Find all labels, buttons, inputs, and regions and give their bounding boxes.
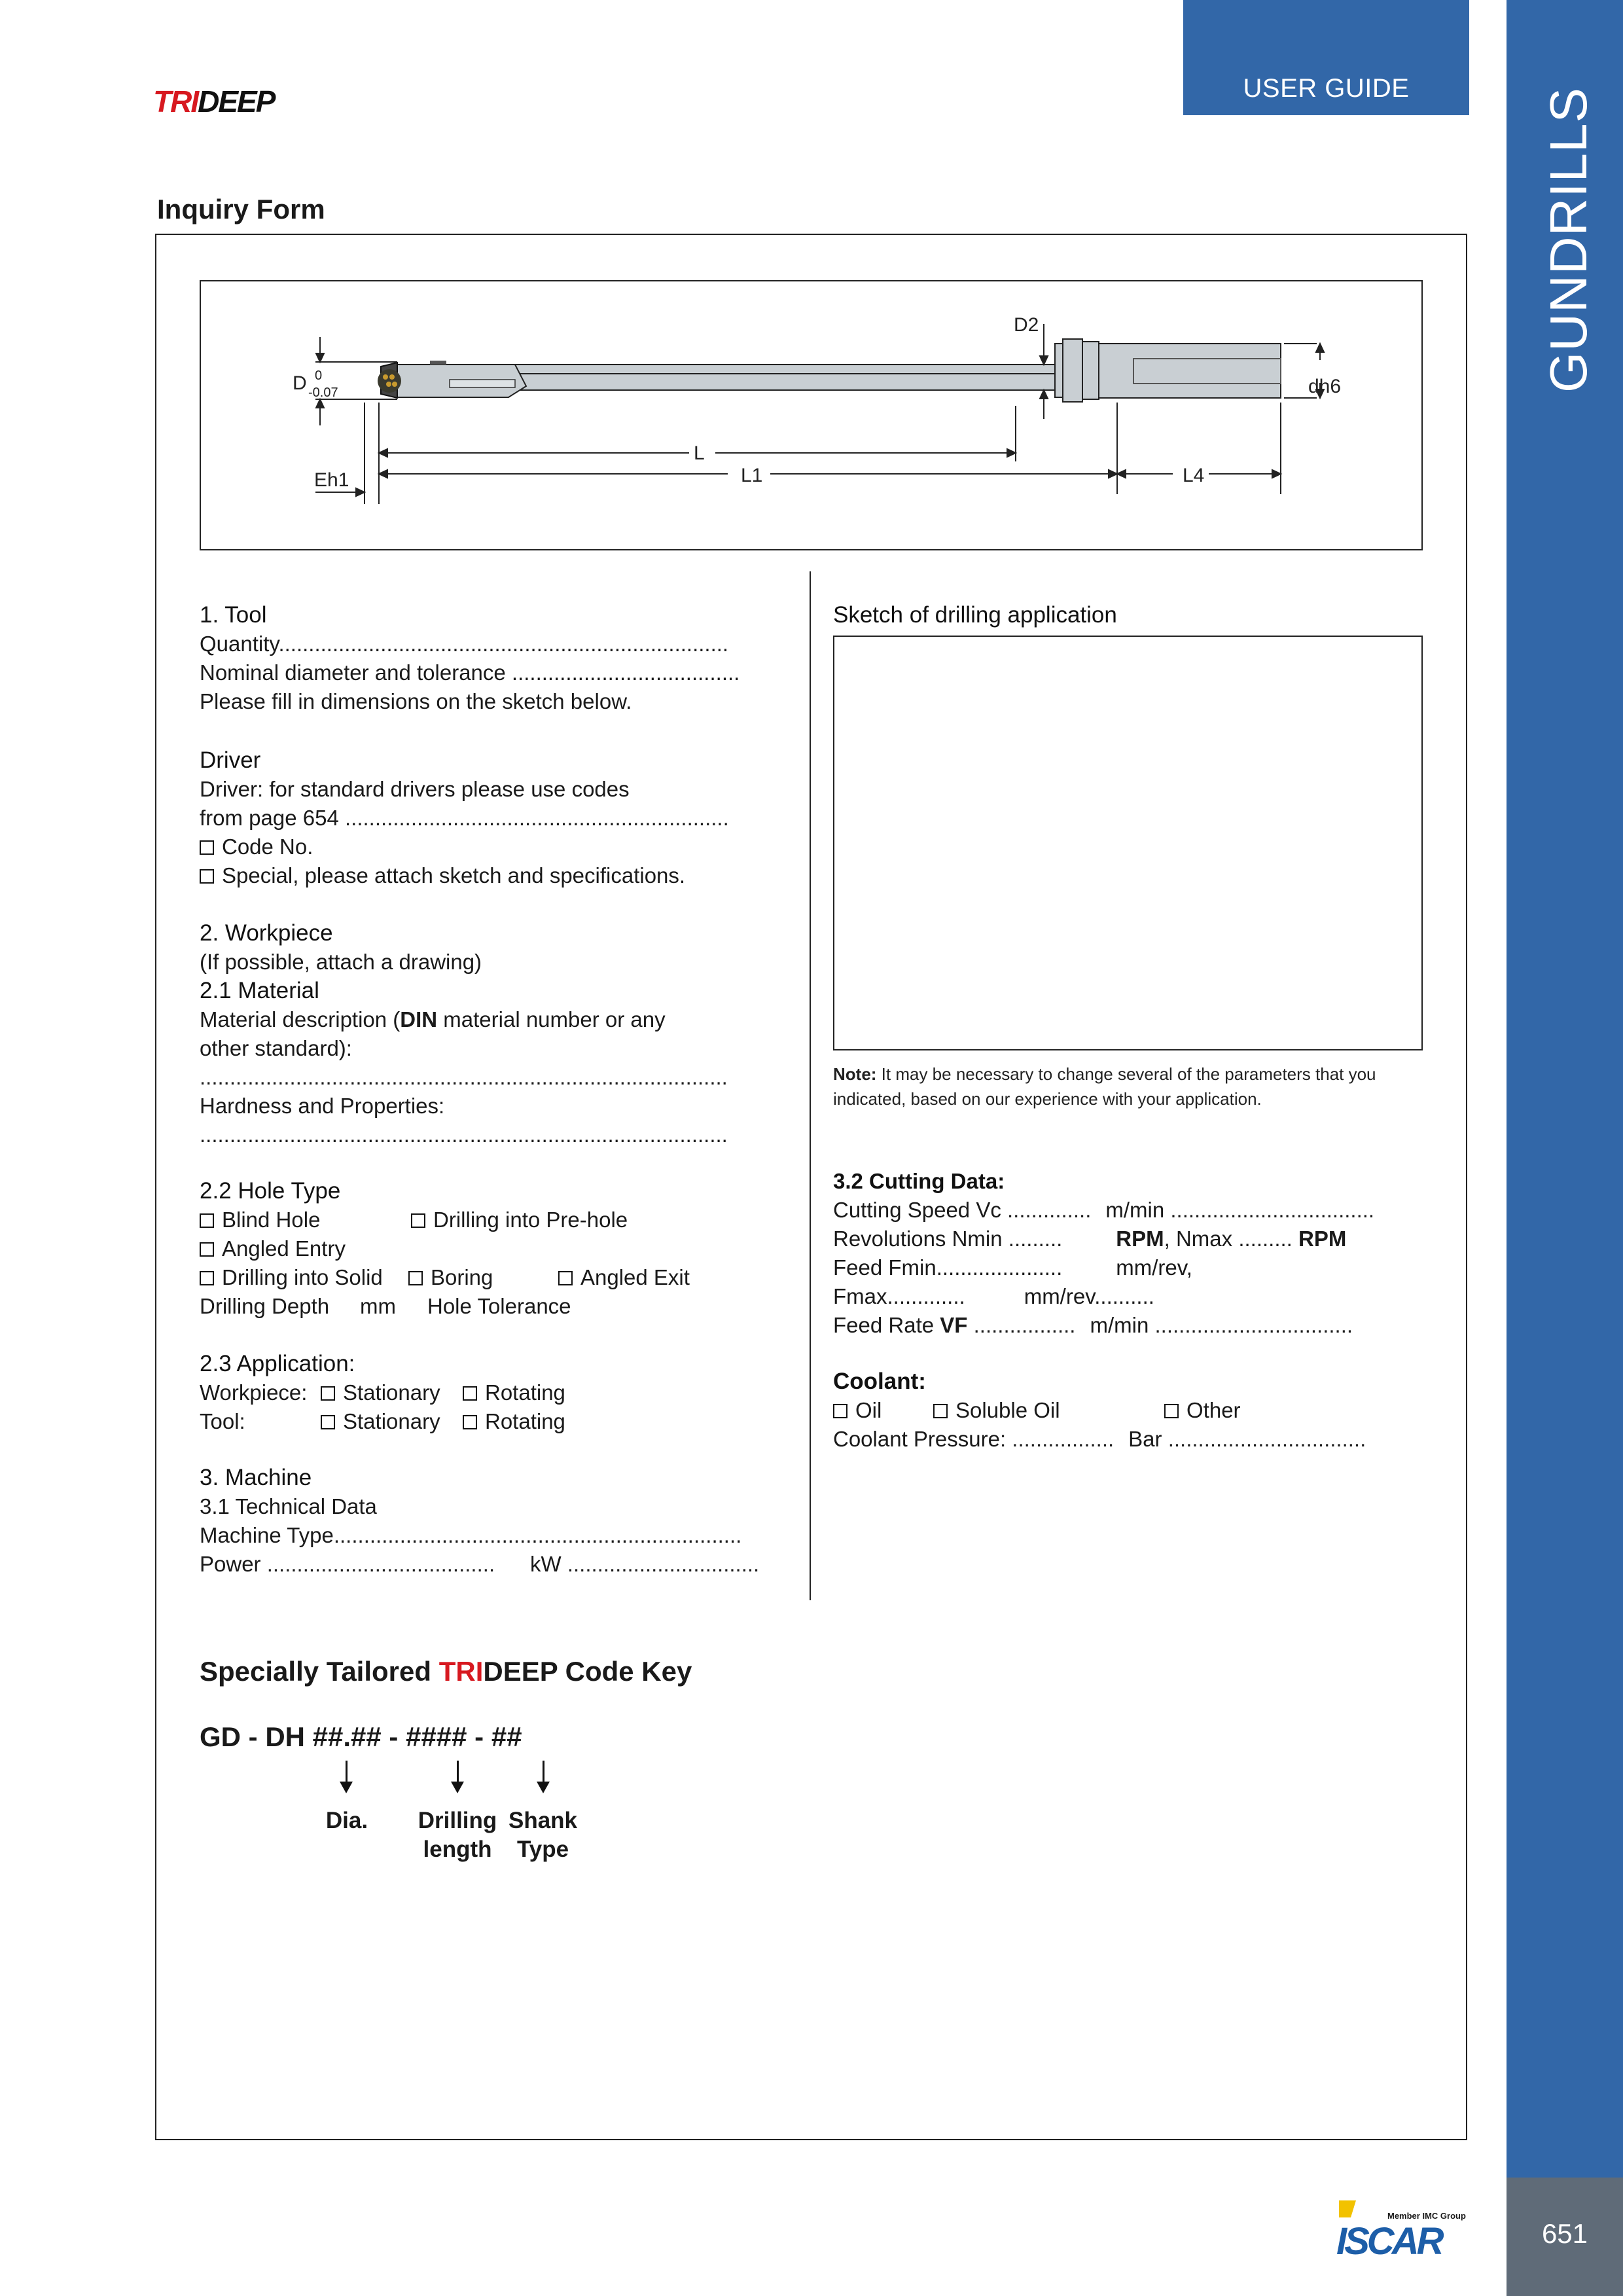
label-d-tol-lower: -0.07 <box>308 386 338 400</box>
flute <box>450 380 515 387</box>
power-unit-field[interactable]: kW ................................ <box>530 1552 760 1576</box>
drilling-depth-label[interactable]: Drilling Depth <box>200 1294 330 1318</box>
feed-fmax-field[interactable]: Fmax............. mm/rev.......... <box>833 1284 1154 1308</box>
hole-type-heading: 2.2 Hole Type <box>200 1178 341 1204</box>
driver-body <box>1099 344 1281 398</box>
sketch-heading: Sketch of drilling application <box>833 602 1117 628</box>
label-dh6: dh6 <box>1308 376 1342 397</box>
app-tool-stationary[interactable]: Stationary <box>321 1407 440 1436</box>
tool-drawing-box <box>200 280 1423 550</box>
note: Note: It may be necessary to change several of the parameters that you indicated, based on our experience with your application. <box>833 1064 1376 1109</box>
hole-tolerance-label[interactable]: Hole Tolerance <box>427 1294 571 1318</box>
checkbox[interactable] <box>463 1386 477 1401</box>
tool-heading: 1. Tool <box>200 602 267 628</box>
form-title: Inquiry Form <box>157 194 325 224</box>
arrow-shank <box>543 1761 544 1784</box>
material-description-line2: other standard): <box>200 1036 352 1060</box>
label-d-tol-upper: 0 <box>315 368 323 383</box>
checkbox[interactable] <box>933 1404 948 1418</box>
driver-flange <box>1063 339 1082 402</box>
checkbox[interactable] <box>200 1271 214 1285</box>
fill-dimensions-note: Please fill in dimensions on the sketch below. <box>200 689 632 713</box>
material-field[interactable]: ........................................................................................ <box>200 1065 728 1089</box>
label-d: D <box>293 372 307 394</box>
checkbox[interactable] <box>200 1213 214 1228</box>
code-key-pattern: GD - DH ##.## - #### - ## <box>200 1721 522 1752</box>
hole-angled-exit-option[interactable]: Angled Exit <box>558 1263 690 1292</box>
side-title-area <box>1507 0 1623 393</box>
coolant-oil-option[interactable]: Oil <box>833 1396 882 1425</box>
iscar-wordmark: ISCAR <box>1336 2220 1442 2259</box>
driver-code-option[interactable]: Code No. <box>200 833 313 861</box>
coolant-other-option[interactable]: Other <box>1164 1396 1241 1425</box>
iscar-logo-mark <box>1336 2200 1467 2259</box>
user-guide-tab <box>1183 0 1469 115</box>
feed-rate-field[interactable]: Feed Rate VF ................. m/min ................................. <box>833 1313 1353 1337</box>
app-tool-label: Tool: <box>200 1409 245 1433</box>
side-band <box>1507 0 1623 2296</box>
hardness-label: Hardness and Properties: <box>200 1094 445 1118</box>
sketch-area[interactable] <box>833 636 1423 1050</box>
code-key-title: Specially Tailored TRIDEEP Code Key <box>200 1656 692 1687</box>
checkbox[interactable] <box>200 840 214 855</box>
nominal-diameter-field[interactable]: Nominal diameter and tolerance ...................................... <box>200 660 740 685</box>
driver-neck <box>1082 342 1099 399</box>
label-eh1: Eh1 <box>314 469 349 491</box>
label-d2: D2 <box>1014 314 1039 336</box>
checkbox[interactable] <box>321 1386 335 1401</box>
checkbox[interactable] <box>558 1271 573 1285</box>
material-heading: 2.1 Material <box>200 978 319 1003</box>
label-l4: L4 <box>1183 465 1205 486</box>
side-title: GUNDRILLS <box>1539 87 1597 393</box>
hole-prehole-option[interactable]: Drilling into Pre-hole <box>411 1206 628 1234</box>
caption-drilling: Drilling length <box>418 1808 497 1862</box>
cutting-data-heading: 3.2 Cutting Data: <box>833 1169 1005 1193</box>
cutting-speed-field[interactable]: Cutting Speed Vc .............. m/min .................................. <box>833 1198 1375 1222</box>
machine-type-field[interactable]: Machine Type.................................................................... <box>200 1523 742 1547</box>
member-imc-text: Member IMC Group <box>1387 2211 1466 2221</box>
logo-black-part: DEEP <box>198 84 275 118</box>
checkbox[interactable] <box>463 1415 477 1429</box>
machine-heading: 3. Machine <box>200 1465 312 1490</box>
driver-collar <box>1055 344 1063 397</box>
logo-red-part: TRI <box>153 84 198 118</box>
workpiece-heading: 2. Workpiece <box>200 920 333 946</box>
feed-fmin-field[interactable]: Feed Fmin..................... mm/rev, <box>833 1255 1192 1280</box>
hardness-field[interactable]: ........................................................................................ <box>200 1122 728 1147</box>
revolutions-field[interactable]: Revolutions Nmin ......... RPM, Nmax ......... RPM <box>833 1227 1347 1251</box>
trideep-logo <box>153 84 274 119</box>
coolant-heading: Coolant: <box>833 1369 926 1394</box>
material-description: Material description (DIN material number or any <box>200 1007 666 1031</box>
driver-special-option[interactable]: Special, please attach sketch and specifications. <box>200 861 685 890</box>
driver-heading: Driver <box>200 747 261 773</box>
checkbox[interactable] <box>200 869 214 884</box>
workpiece-note: (If possible, attach a drawing) <box>200 950 482 974</box>
iscar-logo <box>1336 2200 1467 2259</box>
hole-blind-option[interactable]: Blind Hole <box>200 1206 320 1234</box>
app-workpiece-rotating[interactable]: Rotating <box>463 1378 565 1407</box>
coolant-pressure-field[interactable]: Coolant Pressure: ................. Bar ................................. <box>833 1427 1366 1451</box>
drilling-depth-unit: mm <box>360 1294 396 1318</box>
column-divider <box>810 571 811 1600</box>
driver-page-field[interactable]: from page 654 ................................................................ <box>200 806 729 830</box>
page-number: 651 <box>1541 2218 1588 2249</box>
user-guide-label: USER GUIDE <box>1243 74 1410 103</box>
caption-shank: Shank Type <box>508 1808 578 1862</box>
hole-angled-entry-option[interactable]: Angled Entry <box>200 1234 346 1263</box>
hole-boring-option[interactable]: Boring <box>408 1263 493 1292</box>
drill-insert <box>378 369 401 393</box>
page-number-box <box>1507 2178 1623 2296</box>
coolant-soluble-option[interactable]: Soluble Oil <box>933 1396 1060 1425</box>
arrow-drilling <box>457 1761 459 1784</box>
label-l1: L1 <box>741 465 763 486</box>
checkbox[interactable] <box>411 1213 425 1228</box>
label-l: L <box>694 442 705 464</box>
technical-data-label: 3.1 Technical Data <box>200 1494 377 1518</box>
checkbox[interactable] <box>321 1415 335 1429</box>
checkbox[interactable] <box>408 1271 423 1285</box>
power-field[interactable]: Power ...................................... <box>200 1552 495 1576</box>
checkbox[interactable] <box>833 1404 847 1418</box>
checkbox[interactable] <box>1164 1404 1179 1418</box>
application-heading: 2.3 Application: <box>200 1351 355 1376</box>
hole-solid-option[interactable]: Drilling into Solid <box>200 1263 383 1292</box>
arrow-dia <box>346 1761 348 1784</box>
gundrill-drawing <box>201 281 1421 549</box>
app-workpiece-label: Workpiece: <box>200 1380 308 1405</box>
app-workpiece-stationary[interactable]: Stationary <box>321 1378 440 1407</box>
app-tool-rotating[interactable]: Rotating <box>463 1407 565 1436</box>
caption-dia: Dia. <box>325 1808 368 1833</box>
quantity-field[interactable]: Quantity........................................................................... <box>200 632 729 656</box>
driver-note: Driver: for standard drivers please use codes <box>200 777 630 801</box>
checkbox[interactable] <box>200 1242 214 1257</box>
